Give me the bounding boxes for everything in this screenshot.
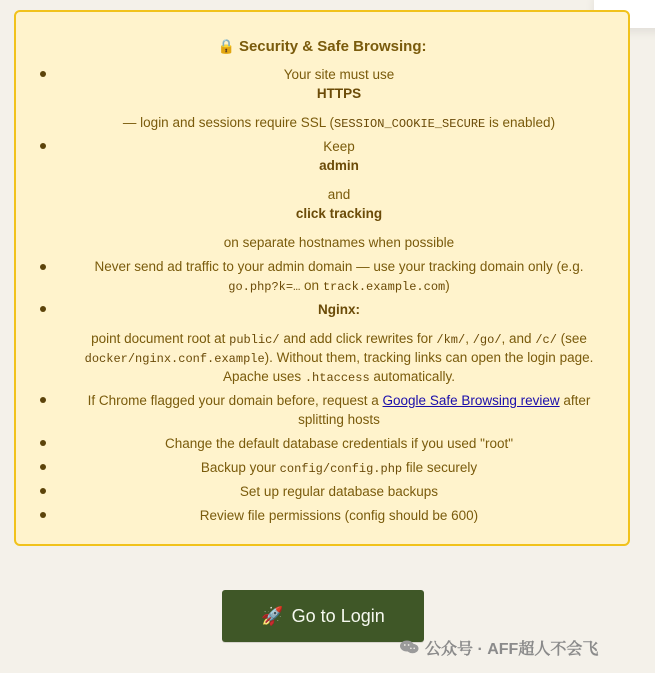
bullet [40, 488, 46, 494]
nginx-line-2: docker/nginx.conf.example). Without them, tracking links can open the login page. [84, 350, 594, 366]
security-title-text: Security & Safe Browsing: [238, 38, 427, 55]
wechat-watermark [398, 636, 643, 658]
nginx-label: Nginx: [318, 302, 360, 317]
bullet [40, 397, 46, 403]
watermark-text: 公众号 · AFF超人不会飞 [425, 640, 599, 658]
wechat-icon [398, 638, 420, 656]
bullet [40, 71, 46, 77]
https-strong: HTTPS [316, 86, 362, 101]
security-note [14, 10, 630, 546]
db-creds-text: Change the default database credentials if you used "root" [164, 436, 514, 451]
chrome-line-2: splitting hosts [298, 412, 380, 427]
https-line-3: — login and sessions require SSL (SESSION_COOKIE_SECURE is enabled) [122, 115, 556, 131]
db-backups-text: Set up regular database backups [239, 484, 439, 499]
bullet [40, 512, 46, 518]
hostnames-line-1: Keep [323, 139, 355, 154]
ad-traffic-line-1: Never send ad traffic to your admin domain — use your tracking domain only (e.g. [94, 259, 584, 274]
safe-browsing-review-link[interactable]: Google Safe Browsing review [382, 393, 560, 408]
ad-traffic-line-2: go.php?k=… on track.example.com) [228, 278, 450, 294]
go-to-login-button[interactable] [222, 590, 424, 642]
nginx-line-1: point document root at public/ and add click rewrites for /km/, /go/, and /c/ (see [91, 331, 587, 347]
nginx-line-3: Apache uses .htaccess automatically. [223, 369, 455, 385]
bullet [40, 464, 46, 470]
lock-icon: 🔒 [217, 38, 235, 54]
go-to-login-label: Go to Login [291, 605, 385, 626]
bullet [40, 306, 46, 312]
rocket-icon: 🚀 [261, 605, 284, 626]
hostnames-and: and [327, 187, 351, 202]
backup-config-text: Backup your config/config.php file securely [200, 460, 478, 476]
hostnames-admin: admin [319, 158, 359, 173]
file-permissions-text: Review file permissions (config should be 600) [199, 508, 479, 523]
hostnames-click-tracking: click tracking [295, 206, 383, 221]
hostnames-line-5: on separate hostnames when possible [223, 235, 455, 250]
bullet [40, 264, 46, 270]
bullet [40, 440, 46, 446]
https-line-1: Your site must use [283, 67, 395, 82]
chrome-line-1: If Chrome flagged your domain before, request a Google Safe Browsing review after [87, 393, 591, 408]
bullet [40, 143, 46, 149]
security-list [16, 12, 628, 544]
